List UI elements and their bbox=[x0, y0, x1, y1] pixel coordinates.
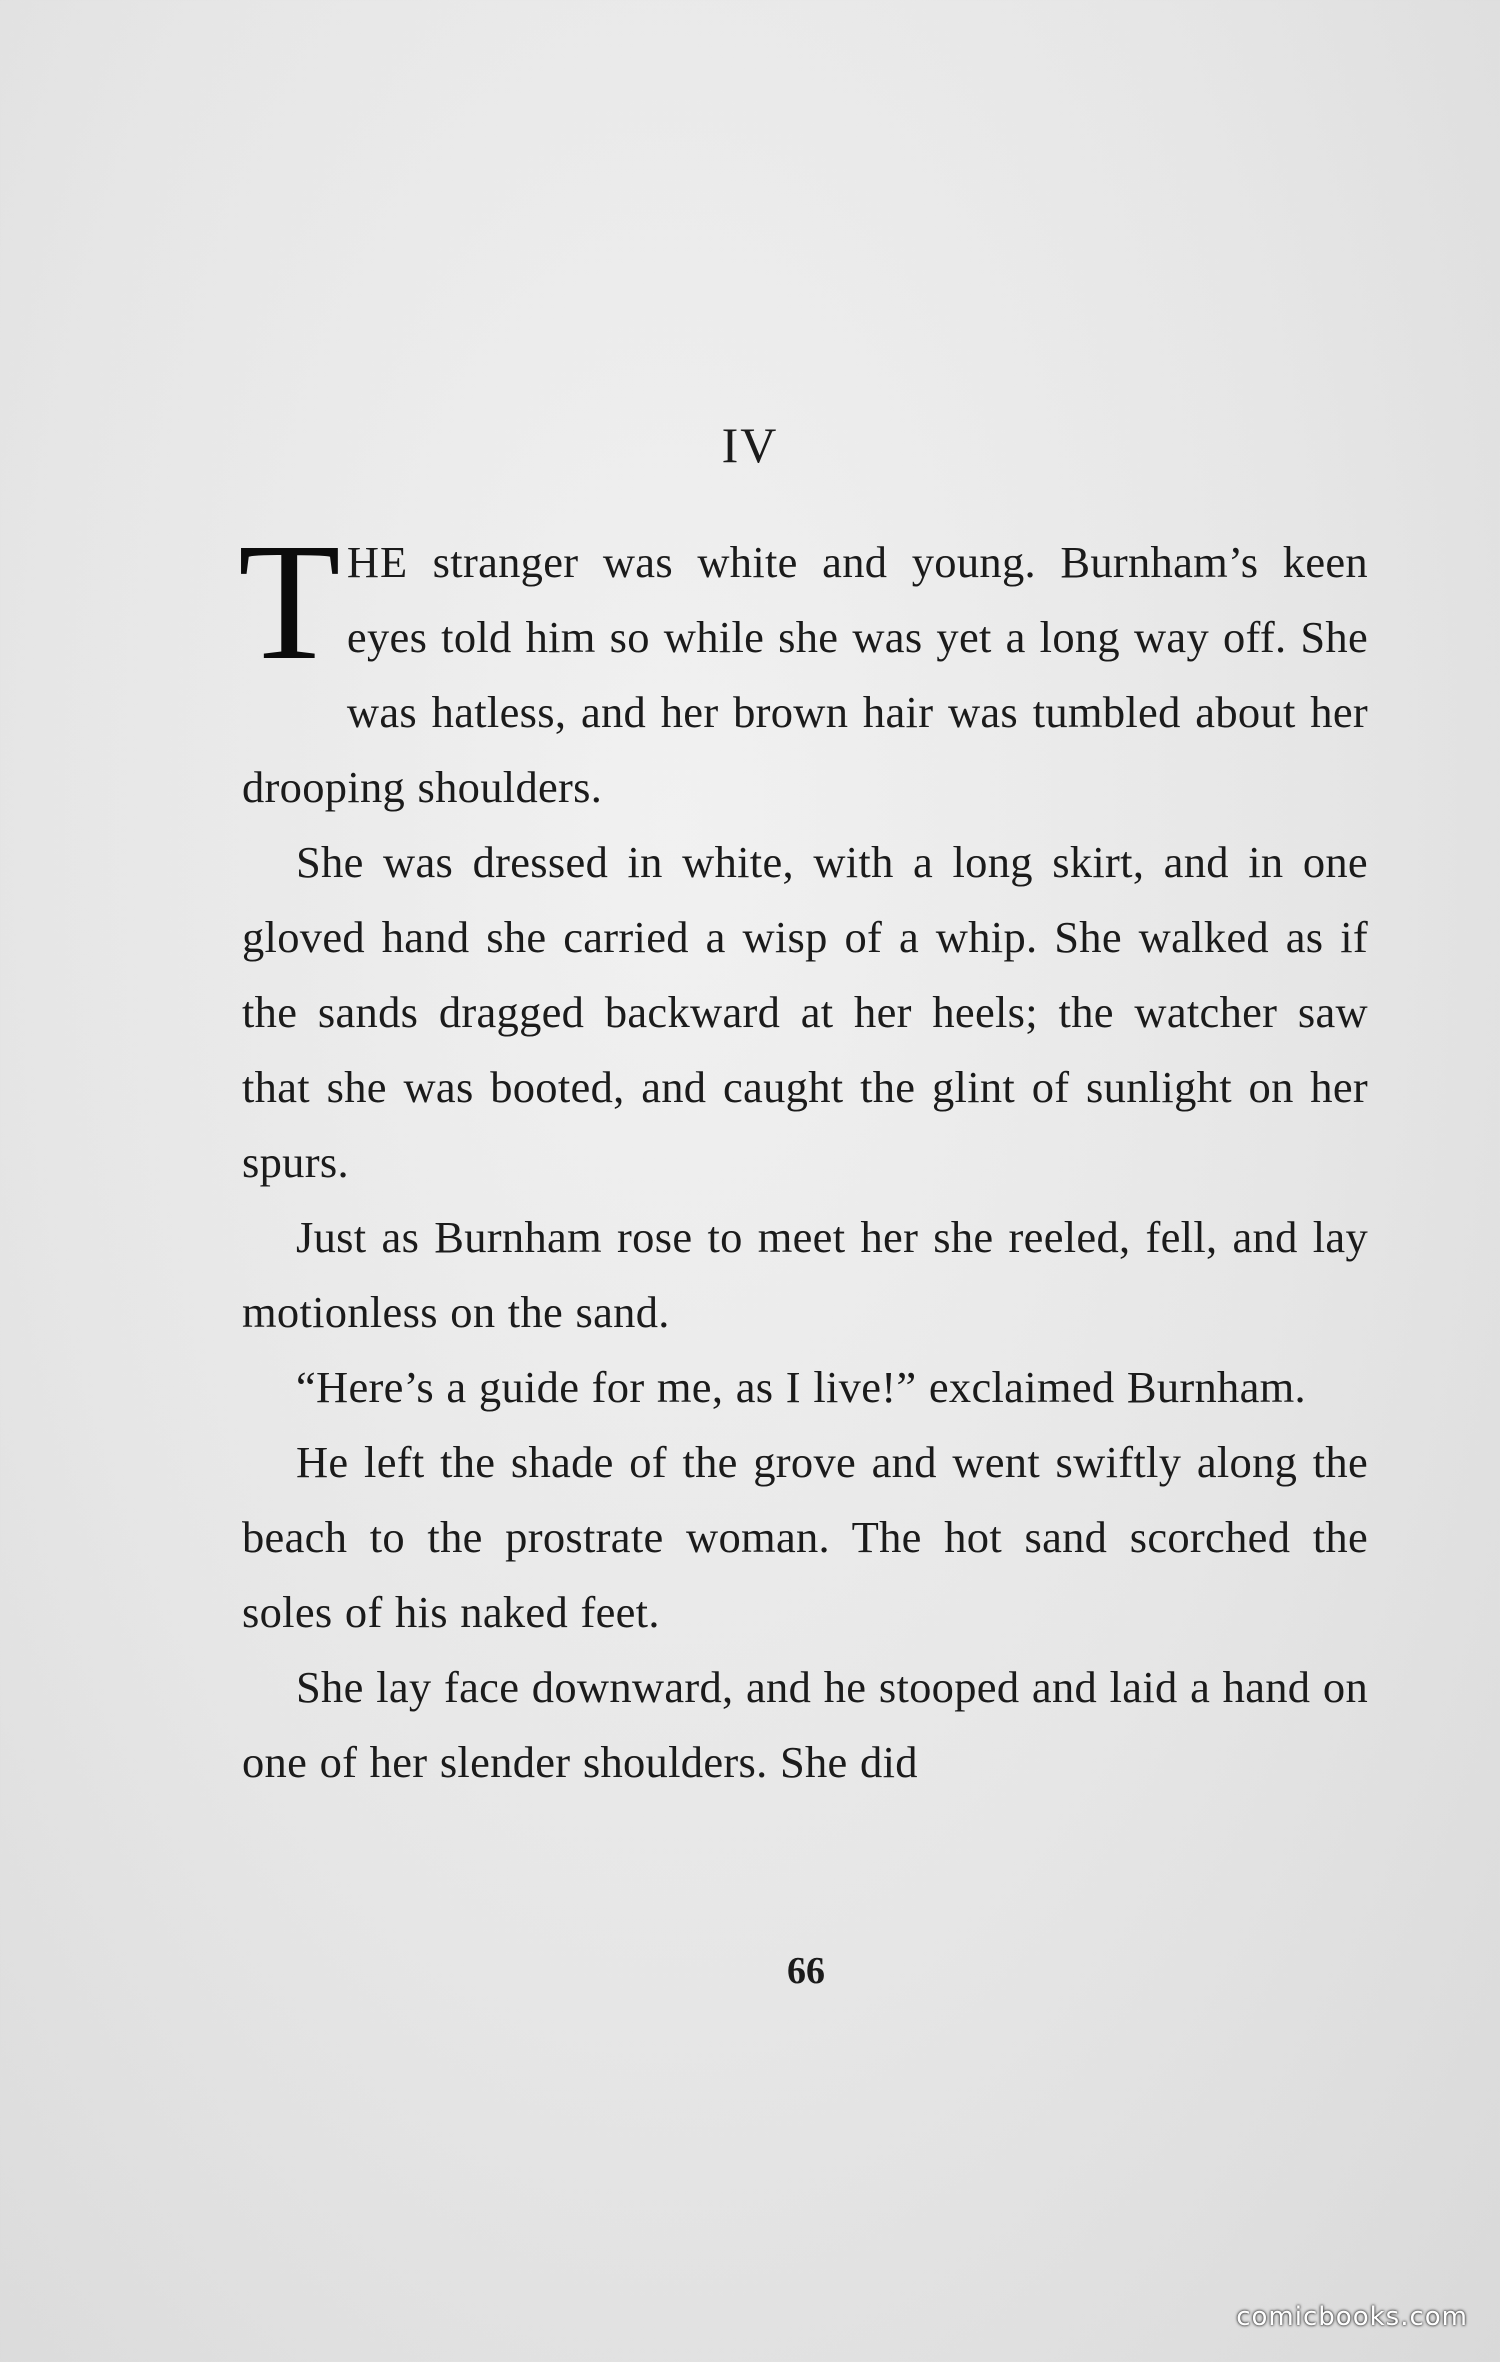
watermark: comicbooks.com bbox=[1236, 2302, 1468, 2332]
paragraph-3: Just as Burnham rose to meet her she reeled, fell, and lay motionless on the sand. bbox=[242, 1212, 1368, 1337]
paragraph-1-text: stranger was white and young. Burnham’s keen eyes told him so while she was yet a long way off. She was hatless, and her brown hair was tumbled about her drooping shoulders. bbox=[242, 537, 1368, 812]
page-number: 66 bbox=[787, 1950, 825, 1992]
body-text bbox=[238, 509, 1368, 1800]
paragraph-5: He left the shade of the grove and went swiftly along the beach to the prostrate woman. The hot sand scorched the soles of his naked feet. bbox=[242, 1437, 1368, 1637]
first-word-caps: HE bbox=[346, 537, 409, 587]
paragraph-2: She was dressed in white, with a long skirt, and in one gloved hand she carried a wisp of a whip. She walked as if the sands dragged backward at her heels; the watcher saw that she was booted, and caught the glint of sunlight on her spurs. bbox=[242, 837, 1368, 1187]
paragraph-1 bbox=[238, 509, 1368, 825]
paragraph-6: She lay face downward, and he stooped and laid a hand on one of her slender shoulders. She did bbox=[242, 1662, 1368, 1787]
drop-cap: T bbox=[238, 509, 341, 695]
paragraph-4: “Here’s a guide for me, as I live!” exclaimed Burnham. bbox=[296, 1362, 1306, 1412]
chapter-heading: IV bbox=[721, 417, 779, 473]
